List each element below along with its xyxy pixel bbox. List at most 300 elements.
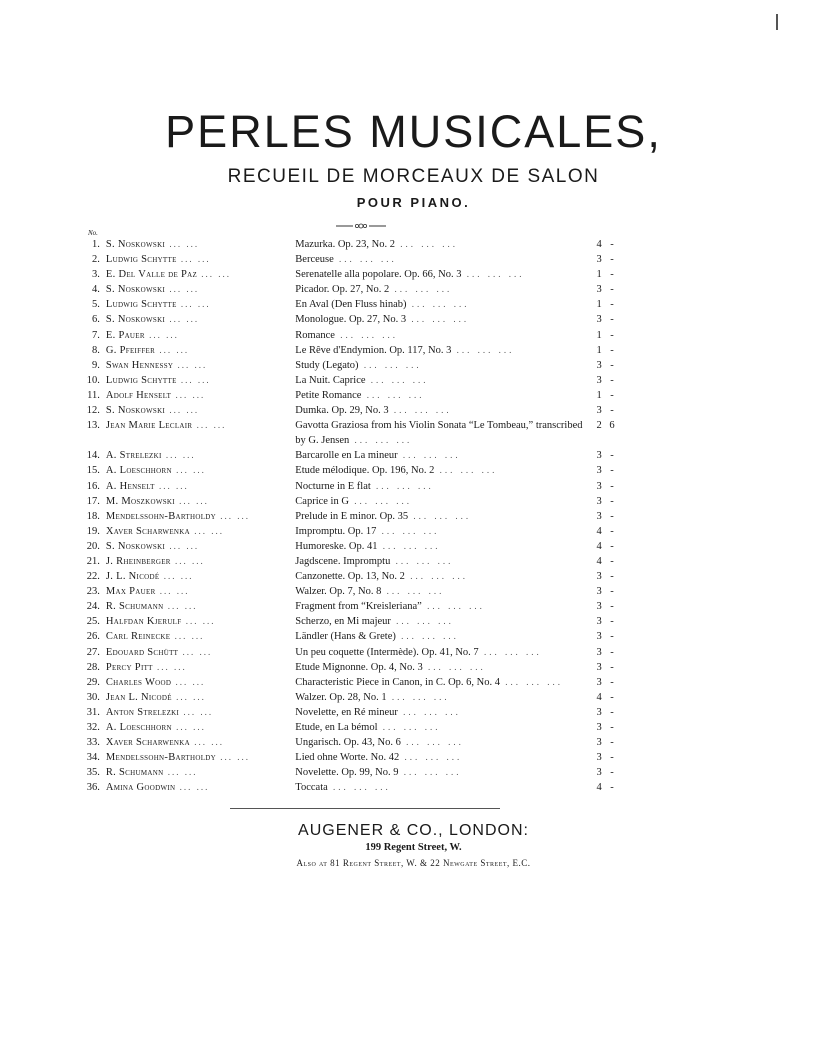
entry-composer bbox=[106, 418, 295, 448]
leader-dots: ... ... bbox=[215, 752, 250, 763]
entry-price-shillings bbox=[592, 539, 606, 554]
entry-title bbox=[295, 524, 592, 539]
entry-price-shillings bbox=[592, 267, 606, 282]
entry-number bbox=[78, 539, 106, 554]
entry-price-pence bbox=[606, 237, 618, 252]
entry-number-text: 12. bbox=[86, 405, 100, 417]
entry-price-shillings bbox=[592, 237, 606, 252]
entry-number bbox=[78, 554, 106, 569]
entry-title bbox=[295, 660, 592, 675]
entry-price-pence bbox=[606, 509, 618, 524]
entry-title bbox=[295, 282, 592, 297]
entry-composer-text: S. Noskowski bbox=[105, 405, 166, 417]
leader-dots: ... ... bbox=[171, 676, 206, 687]
entry-price-pence-text: - bbox=[610, 405, 614, 417]
leader-dots: ... ... bbox=[192, 420, 227, 431]
entry-price-shillings-text: 3 bbox=[596, 646, 602, 658]
entry-price-shillings-text: 3 bbox=[596, 676, 602, 688]
entry-price-pence bbox=[606, 705, 618, 720]
leader-dots: ... ... ... bbox=[358, 359, 422, 370]
entry-price-pence bbox=[606, 614, 618, 629]
leader-dots: ... ... ... bbox=[397, 450, 461, 461]
entry-composer-text: S. Noskowski bbox=[105, 284, 166, 296]
entry-price-shillings-text: 3 bbox=[596, 616, 602, 628]
entry-composer bbox=[106, 403, 295, 418]
entry-price-pence-text: - bbox=[610, 555, 614, 567]
leader-dots: ... ... bbox=[171, 389, 206, 400]
entry-composer bbox=[106, 750, 295, 765]
table-row bbox=[78, 705, 618, 720]
leader-dots: ... ... ... bbox=[397, 706, 461, 717]
contents-table bbox=[78, 237, 618, 795]
entry-composer bbox=[106, 312, 295, 327]
leader-dots: ... ... ... bbox=[395, 631, 459, 642]
entry-number bbox=[78, 765, 106, 780]
entry-price-shillings bbox=[592, 373, 606, 388]
entry-title bbox=[295, 252, 592, 267]
entry-number bbox=[78, 297, 106, 312]
entry-number bbox=[78, 463, 106, 478]
entry-number bbox=[78, 328, 106, 343]
leader-dots: ... ... bbox=[190, 737, 224, 748]
entry-title-text: Prelude in E minor. Op. 35 bbox=[295, 510, 409, 522]
entry-price-shillings bbox=[592, 765, 606, 780]
publisher-name: AUGENER & CO., LONDON: bbox=[298, 822, 529, 839]
entry-composer bbox=[106, 494, 295, 509]
footer-rule bbox=[230, 808, 500, 809]
leader-dots: ... ... ... bbox=[348, 495, 412, 506]
entry-price-pence-text: - bbox=[610, 586, 614, 598]
entry-composer-text: Amina Goodwin bbox=[105, 782, 176, 794]
entry-price-shillings bbox=[592, 554, 606, 569]
entry-price-shillings bbox=[592, 629, 606, 644]
entry-number-text: 7. bbox=[92, 329, 100, 341]
entry-price-pence bbox=[606, 750, 618, 765]
entry-price-shillings-text: 3 bbox=[596, 284, 602, 296]
leader-dots: ... ... ... bbox=[478, 646, 542, 657]
entry-title bbox=[295, 765, 592, 780]
entry-number-text: 36. bbox=[86, 782, 100, 794]
table-row bbox=[78, 735, 618, 750]
leader-dots: ... ... ... bbox=[400, 737, 464, 748]
entry-price-pence-text: - bbox=[610, 571, 614, 583]
entry-title-text: Canzonette. Op. 13, No. 2 bbox=[295, 571, 405, 583]
leader-dots: ... ... ... bbox=[381, 586, 445, 597]
entry-number-text: 11. bbox=[87, 389, 100, 401]
entry-price-pence bbox=[606, 448, 618, 463]
entry-number-text: 10. bbox=[86, 374, 100, 386]
entry-composer-text: S. Noskowski bbox=[105, 314, 166, 326]
entry-composer-text: Max Pauer bbox=[105, 586, 156, 598]
entry-composer bbox=[106, 780, 295, 795]
entry-title-text: Etude, en La bémol bbox=[295, 722, 378, 733]
entry-price-pence-text: 6 bbox=[609, 420, 615, 432]
entry-number bbox=[78, 614, 106, 629]
entry-title-text: Un peu coquette (Intermède). Op. 41, No. 7 bbox=[295, 646, 479, 658]
entry-price-pence bbox=[606, 494, 618, 509]
table-row bbox=[78, 690, 618, 705]
entry-number-text: 13. bbox=[86, 420, 100, 432]
entry-title-text: Study (Legato) bbox=[295, 359, 359, 371]
leader-dots: ... ... bbox=[155, 344, 190, 355]
table-row bbox=[78, 403, 618, 418]
table-row bbox=[78, 780, 618, 795]
leader-dots: ... ... bbox=[154, 480, 189, 491]
entry-price-pence-text: - bbox=[610, 752, 614, 764]
entry-composer bbox=[106, 267, 295, 282]
leader-dots: ... ... bbox=[174, 495, 209, 506]
leader-dots: ... ... bbox=[171, 465, 206, 476]
entry-price-pence-text: - bbox=[610, 661, 614, 673]
entry-title bbox=[295, 780, 592, 795]
leader-dots: ... ... ... bbox=[399, 752, 463, 763]
table-row bbox=[78, 720, 618, 735]
entry-number bbox=[78, 494, 106, 509]
entry-number bbox=[78, 645, 106, 660]
entry-title-text: Walzer. Op. 7, No. 8 bbox=[295, 586, 382, 598]
entry-price-shillings-text: 3 bbox=[596, 465, 602, 477]
entry-composer-text: Xaver Scharwenka bbox=[105, 525, 190, 537]
entry-title bbox=[295, 599, 592, 614]
entry-number-text: 23. bbox=[86, 586, 100, 598]
entry-price-shillings-text: 1 bbox=[596, 389, 602, 401]
entry-composer-text: Mendelssohn-Bartholdy bbox=[105, 752, 216, 764]
leader-dots: ... ... ... bbox=[406, 299, 470, 310]
entry-composer-text: Anton Strelezki bbox=[105, 706, 180, 718]
entry-composer bbox=[106, 539, 295, 554]
leader-dots: ... ... bbox=[159, 571, 194, 582]
entry-title bbox=[295, 675, 592, 690]
entry-price-shillings-text: 3 bbox=[596, 586, 602, 598]
entry-title bbox=[295, 645, 592, 660]
entry-title-text: Dumka. Op. 29, No. 3 bbox=[295, 405, 389, 417]
entry-price-pence-text: - bbox=[610, 722, 614, 733]
leader-dots: ... ... ... bbox=[421, 601, 485, 612]
entry-title-text: Nocturne in E flat bbox=[295, 480, 371, 492]
entry-number bbox=[78, 780, 106, 795]
entry-price-shillings bbox=[592, 675, 606, 690]
page-subtitle: RECUEIL DE MORCEAUX DE SALON bbox=[227, 166, 600, 187]
leader-dots: ... ... bbox=[179, 706, 214, 717]
entry-number-text: 25. bbox=[86, 616, 100, 628]
entry-price-shillings-text: 3 bbox=[596, 571, 602, 583]
entry-composer bbox=[106, 509, 295, 524]
publisher-branches: Also at 81 Regent Street, W. & 22 Newgate Street, E.C. bbox=[296, 858, 531, 868]
entry-composer-text: A. Loeschhorn bbox=[105, 465, 172, 477]
entry-title-text: Picador. Op. 27, No. 2 bbox=[295, 284, 390, 296]
entry-price-pence bbox=[606, 463, 618, 478]
entry-price-shillings-text: 1 bbox=[596, 269, 602, 281]
entry-composer bbox=[106, 660, 295, 675]
table-row bbox=[78, 509, 618, 524]
entry-number bbox=[78, 312, 106, 327]
leader-dots: ... ... ... bbox=[461, 269, 525, 280]
entry-number bbox=[78, 388, 106, 403]
entry-price-shillings-text: 3 bbox=[596, 495, 602, 507]
table-row bbox=[78, 373, 618, 388]
entry-price-pence bbox=[606, 297, 618, 312]
entry-price-pence-text: - bbox=[610, 480, 614, 492]
entry-title-text: Ungarisch. Op. 43, No. 6 bbox=[295, 737, 401, 749]
entry-price-pence-text: - bbox=[610, 782, 614, 794]
entry-price-shillings bbox=[592, 282, 606, 297]
table-row bbox=[78, 599, 618, 614]
table-row bbox=[78, 297, 618, 312]
table-row bbox=[78, 463, 618, 478]
entry-composer-text: E. Pauer bbox=[105, 329, 145, 341]
entry-composer-text: Jean Marie Leclair bbox=[105, 420, 193, 432]
entry-price-pence-text: - bbox=[610, 676, 614, 688]
number-column-header: No. bbox=[88, 229, 98, 237]
entry-composer-text: Ludwig Schytte bbox=[105, 254, 177, 266]
entry-price-shillings bbox=[592, 705, 606, 720]
entry-composer-text: Percy Pitt bbox=[105, 661, 153, 673]
entry-number-text: 17. bbox=[86, 495, 100, 507]
entry-composer bbox=[106, 554, 295, 569]
entry-price-pence bbox=[606, 267, 618, 282]
entry-price-pence bbox=[606, 735, 618, 750]
table-row bbox=[78, 237, 618, 252]
entry-composer-text: R. Schumann bbox=[105, 767, 164, 779]
entry-title-text: Toccata bbox=[295, 782, 328, 794]
leader-dots: ... ... bbox=[170, 631, 205, 642]
entry-title bbox=[295, 403, 592, 418]
leader-dots: ... ... ... bbox=[349, 435, 413, 446]
entry-price-shillings-text: 2 bbox=[596, 420, 602, 432]
table-row bbox=[78, 645, 618, 660]
table-row bbox=[78, 267, 618, 282]
entry-price-pence bbox=[606, 645, 618, 660]
entry-price-shillings bbox=[592, 645, 606, 660]
entry-title bbox=[295, 584, 592, 599]
leader-dots: ... ... bbox=[165, 405, 200, 416]
entry-price-pence-text: - bbox=[610, 299, 614, 311]
entry-price-shillings bbox=[592, 569, 606, 584]
entry-number bbox=[78, 629, 106, 644]
entry-composer bbox=[106, 735, 295, 750]
entry-price-pence bbox=[606, 629, 618, 644]
leader-dots: ... ... bbox=[215, 510, 250, 521]
entry-price-pence-text: - bbox=[610, 631, 614, 643]
entry-number bbox=[78, 599, 106, 614]
entry-price-shillings bbox=[592, 690, 606, 705]
entry-composer-text: Ludwig Schytte bbox=[105, 299, 177, 311]
entry-composer bbox=[106, 252, 295, 267]
leader-dots: ... ... bbox=[161, 450, 196, 461]
leader-dots: ... ... bbox=[178, 646, 213, 657]
entry-price-shillings-text: 3 bbox=[596, 752, 602, 764]
leader-dots: ... ... bbox=[197, 269, 232, 280]
leader-dots: ... ... bbox=[173, 359, 208, 370]
ornament-divider bbox=[336, 222, 386, 230]
entry-price-shillings-text: 4 bbox=[596, 540, 602, 552]
entry-title bbox=[295, 418, 592, 448]
entry-price-shillings-text: 1 bbox=[596, 299, 602, 311]
table-row bbox=[78, 569, 618, 584]
leader-dots: ... ... bbox=[165, 284, 200, 295]
entry-price-pence-text: - bbox=[610, 510, 614, 522]
entry-title-text: Monologue. Op. 27, No. 3 bbox=[295, 314, 407, 326]
leader-dots: ... ... ... bbox=[377, 540, 441, 551]
entry-number bbox=[78, 750, 106, 765]
entry-composer-text: Ludwig Schytte bbox=[105, 374, 177, 386]
entry-price-pence-text: - bbox=[610, 389, 614, 401]
leader-dots: ... ... bbox=[170, 555, 205, 566]
entry-title-text: Serenatelle alla popolare. Op. 66, No. 3 bbox=[295, 269, 462, 281]
table-row bbox=[78, 252, 618, 267]
entry-composer bbox=[106, 645, 295, 660]
entry-composer bbox=[106, 720, 295, 735]
entry-number bbox=[78, 569, 106, 584]
table-row bbox=[78, 282, 618, 297]
leader-dots: ... ... ... bbox=[376, 525, 440, 536]
entry-price-pence-text: - bbox=[610, 616, 614, 628]
entry-number bbox=[78, 479, 106, 494]
entry-number bbox=[78, 690, 106, 705]
entry-price-pence-text: - bbox=[610, 284, 614, 296]
entry-title bbox=[295, 373, 592, 388]
entry-number bbox=[78, 448, 106, 463]
table-row bbox=[78, 358, 618, 373]
entry-price-shillings bbox=[592, 343, 606, 358]
entry-number-text: 16. bbox=[86, 480, 100, 492]
table-row bbox=[78, 418, 618, 448]
entry-title-text: Le Rêve d'Endymion. Op. 117, No. 3 bbox=[295, 344, 452, 356]
table-row bbox=[78, 750, 618, 765]
entry-price-shillings-text: 3 bbox=[596, 737, 602, 749]
entry-title bbox=[295, 705, 592, 720]
entry-price-pence-text: - bbox=[610, 706, 614, 718]
entry-price-pence-text: - bbox=[610, 540, 614, 552]
entry-price-shillings bbox=[592, 448, 606, 463]
entry-number-text: 33. bbox=[86, 737, 100, 749]
entry-composer bbox=[106, 675, 295, 690]
leader-dots: ... ... bbox=[176, 374, 211, 385]
entry-composer bbox=[106, 479, 295, 494]
entry-price-shillings bbox=[592, 584, 606, 599]
entry-price-pence-text: - bbox=[610, 329, 614, 341]
table-row bbox=[78, 388, 618, 403]
entry-title bbox=[295, 539, 592, 554]
entry-title bbox=[295, 448, 592, 463]
entry-price-pence bbox=[606, 373, 618, 388]
leader-dots: ... ... bbox=[155, 586, 190, 597]
entry-price-pence bbox=[606, 418, 618, 448]
entry-price-shillings bbox=[592, 599, 606, 614]
entry-number-text: 20. bbox=[86, 540, 100, 552]
entry-number-text: 14. bbox=[86, 450, 100, 462]
entry-price-shillings bbox=[592, 328, 606, 343]
entry-number-text: 26. bbox=[86, 631, 100, 643]
entry-price-shillings-text: 4 bbox=[596, 691, 602, 703]
entry-price-pence bbox=[606, 328, 618, 343]
entry-title-text: Characteristic Piece in Canon, in C. Op. 6, No. 4 bbox=[295, 676, 500, 688]
entry-composer-text: A. Loeschhorn bbox=[105, 722, 172, 733]
leader-dots: ... ... ... bbox=[434, 465, 498, 476]
entry-price-pence-text: - bbox=[610, 269, 614, 281]
leader-dots: ... ... bbox=[190, 525, 224, 536]
entry-title bbox=[295, 237, 592, 252]
entry-price-shillings-text: 3 bbox=[596, 480, 602, 492]
entry-composer bbox=[106, 358, 295, 373]
entry-price-shillings-text: 3 bbox=[596, 374, 602, 386]
entry-composer-text: M. Moszkowski bbox=[105, 495, 175, 507]
leader-dots: ... ... ... bbox=[451, 344, 515, 355]
entry-composer-text: S. Noskowski bbox=[105, 239, 166, 250]
entry-number bbox=[78, 343, 106, 358]
entry-price-shillings bbox=[592, 358, 606, 373]
entry-number-text: 9. bbox=[92, 359, 100, 371]
margin-mark bbox=[776, 14, 778, 30]
leader-dots: ... ... bbox=[165, 314, 200, 325]
entry-title bbox=[295, 328, 592, 343]
entry-number-text: 27. bbox=[86, 646, 100, 658]
leader-dots: ... ... ... bbox=[377, 722, 441, 732]
leader-dots: ... ... ... bbox=[333, 254, 397, 265]
entry-price-shillings bbox=[592, 463, 606, 478]
entry-composer bbox=[106, 765, 295, 780]
entry-title-text: Ländler (Hans & Grete) bbox=[295, 631, 396, 643]
entry-number bbox=[78, 509, 106, 524]
entry-title-text: Etude Mignonne. Op. 4, No. 3 bbox=[295, 661, 423, 673]
entry-title-text: Etude mélodique. Op. 196, No. 2 bbox=[295, 465, 435, 477]
table-row bbox=[78, 312, 618, 327]
table-row bbox=[78, 448, 618, 463]
entry-composer-text: Edouard Schütt bbox=[105, 646, 179, 658]
entry-price-shillings-text: 3 bbox=[596, 767, 602, 779]
entry-price-pence-text: - bbox=[610, 344, 614, 356]
leader-dots: ... ... bbox=[165, 540, 200, 551]
entry-price-shillings-text: 1 bbox=[596, 344, 602, 356]
entry-price-pence-text: - bbox=[610, 767, 614, 779]
entry-title bbox=[295, 750, 592, 765]
entry-composer-text: Mendelssohn-Bartholdy bbox=[105, 510, 216, 522]
entry-price-shillings bbox=[592, 479, 606, 494]
table-row bbox=[78, 494, 618, 509]
entry-number-text: 35. bbox=[86, 767, 100, 779]
entry-composer bbox=[106, 599, 295, 614]
entry-number-text: 15. bbox=[86, 465, 100, 477]
table-row bbox=[78, 328, 618, 343]
entry-number bbox=[78, 282, 106, 297]
table-row bbox=[78, 660, 618, 675]
entry-price-shillings-text: 3 bbox=[596, 405, 602, 417]
entry-composer bbox=[106, 614, 295, 629]
entry-title bbox=[295, 463, 592, 478]
entry-price-pence-text: - bbox=[610, 646, 614, 658]
entry-title-text: Gavotta Graziosa from his Violin Sonata “Le Tombeau,” transcribed by G. Jensen bbox=[295, 420, 583, 447]
entry-number-text: 28. bbox=[86, 661, 100, 673]
entry-composer-text: R. Schumann bbox=[105, 601, 164, 613]
entry-number bbox=[78, 735, 106, 750]
entry-price-pence-text: - bbox=[610, 525, 614, 537]
entry-price-pence-text: - bbox=[610, 374, 614, 386]
table-row bbox=[78, 479, 618, 494]
entry-price-pence-text: - bbox=[610, 239, 614, 250]
entry-title bbox=[295, 735, 592, 750]
entry-title bbox=[295, 358, 592, 373]
entry-composer bbox=[106, 328, 295, 343]
entry-title bbox=[295, 494, 592, 509]
entry-number bbox=[78, 524, 106, 539]
entry-number bbox=[78, 403, 106, 418]
entry-title bbox=[295, 720, 592, 735]
leader-dots: ... ... ... bbox=[404, 571, 468, 582]
entry-price-shillings-text: 4 bbox=[596, 525, 602, 537]
entry-composer bbox=[106, 705, 295, 720]
table-row bbox=[78, 629, 618, 644]
leader-dots: ... ... ... bbox=[388, 405, 452, 416]
